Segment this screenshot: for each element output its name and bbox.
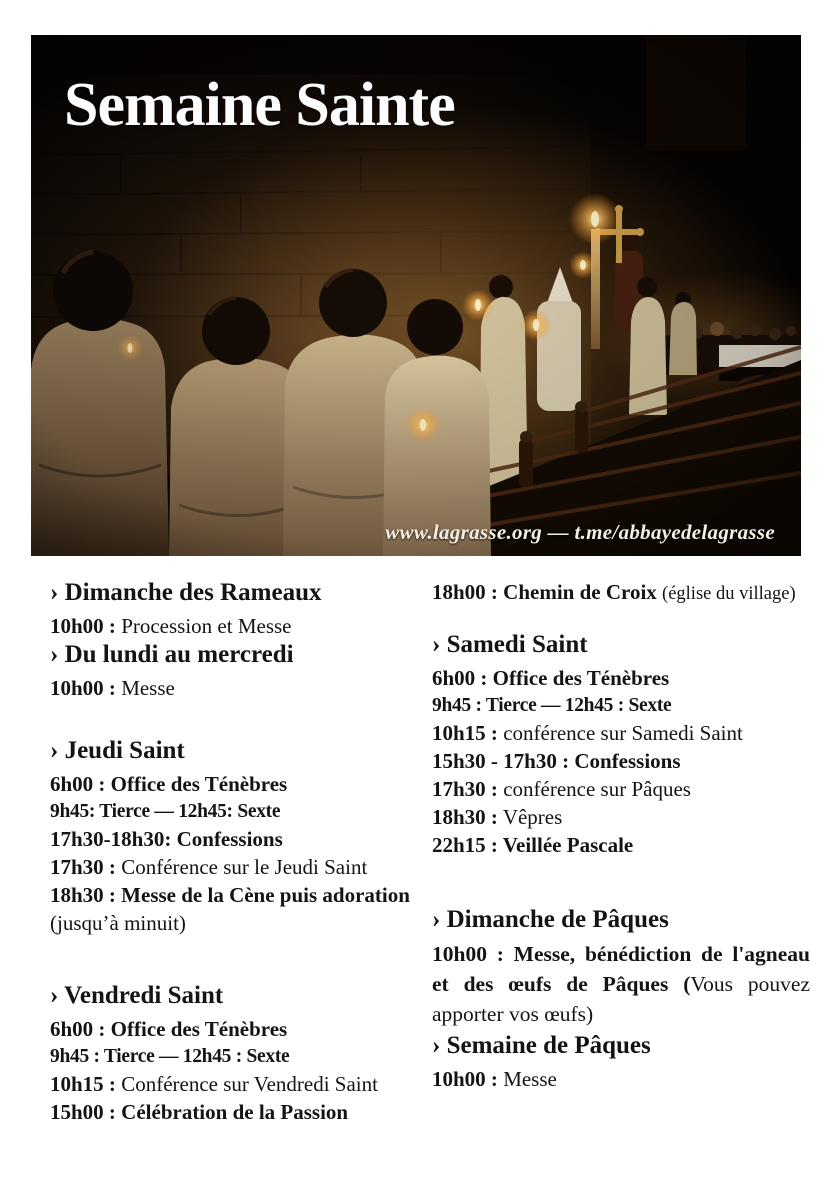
event-line — [432, 692, 810, 719]
procession-photo — [31, 35, 801, 556]
event-desc: Messe — [121, 676, 175, 700]
section-heading-vendredi-saint: › Vendredi Saint — [50, 982, 224, 1009]
event-desc: Procession et Messe — [121, 614, 292, 638]
event-text: 6h00 : Office des Ténèbres — [50, 1017, 288, 1041]
event-time: 10h00 : — [432, 1067, 498, 1091]
event-text: 18h30 : Messe de la Cène puis adoration — [50, 883, 410, 907]
event-line — [50, 853, 422, 881]
section-heading-semaine-paques: › Semaine de Pâques — [432, 1032, 651, 1059]
event-time: 10h00 : — [50, 676, 116, 700]
event-text: 15h00 : Célébration de la Passion — [50, 1100, 349, 1124]
event-note: (église du village) — [662, 584, 796, 604]
open-paren: ( — [683, 972, 691, 996]
event-line — [50, 881, 422, 937]
schedule — [50, 578, 810, 1126]
event-line — [50, 1070, 422, 1098]
event-text: 15h30 - 17h30 : Confessions — [432, 749, 681, 773]
event-text: 10h00 : Messe, bénédiction de l'agneau et des œufs de Pâques — [432, 942, 810, 996]
schedule-column-right — [432, 578, 810, 1126]
event-line — [50, 798, 422, 825]
section-heading-rameaux: › Dimanche des Rameaux — [50, 579, 322, 606]
event-line — [432, 664, 810, 692]
section-heading-jeudi-saint: › Jeudi Saint — [50, 737, 185, 764]
event-text: 9h45: Tierce — 12h45: Sexte — [50, 801, 281, 822]
event-line — [432, 719, 810, 747]
event-note: (jusqu’à minuit) — [50, 911, 186, 935]
event-text: 9h45 : Tierce — 12h45 : Sexte — [432, 695, 672, 716]
event-time: 17h30 : — [50, 855, 116, 879]
event-desc: conférence sur Pâques — [503, 777, 691, 801]
event-line — [432, 803, 810, 831]
section-heading-lundi-mercredi: › Du lundi au mercredi — [50, 641, 294, 668]
event-desc: Conférence sur le Jeudi Saint — [121, 855, 368, 879]
event-line — [50, 770, 422, 798]
event-line — [432, 747, 810, 775]
event-paragraph — [432, 939, 810, 1029]
event-text: 9h45 : Tierce — 12h45 : Sexte — [50, 1046, 290, 1067]
event-line — [432, 1065, 810, 1093]
event-time: 10h15 : — [432, 721, 498, 745]
event-text: 6h00 : Office des Ténèbres — [50, 772, 288, 796]
event-line — [50, 1015, 422, 1043]
event-time: 18h30 : — [432, 805, 498, 829]
event-time: 10h15 : — [50, 1072, 116, 1096]
event-line — [50, 825, 422, 853]
event-note: Vous pouvez apporter vos œufs) — [432, 972, 810, 1026]
event-time: 17h30 : — [432, 777, 498, 801]
event-line — [432, 578, 810, 608]
event-line — [432, 775, 810, 803]
event-desc: conférence sur Samedi Saint — [503, 721, 743, 745]
website-watermark: www.lagrasse.org — t.me/abbayedelagrasse — [385, 520, 775, 544]
event-desc: Conférence sur Vendredi Saint — [121, 1072, 378, 1096]
schedule-column-left — [50, 578, 422, 1126]
section-heading-dimanche-paques: › Dimanche de Pâques — [432, 906, 669, 933]
event-text: 18h00 : Chemin de Croix — [432, 580, 657, 604]
event-line — [50, 674, 422, 702]
event-desc: Vêpres — [502, 805, 563, 829]
event-line — [432, 831, 810, 859]
poster-title: Semaine Sainte — [64, 71, 455, 139]
event-line — [50, 1043, 422, 1070]
event-line — [50, 612, 422, 640]
event-line — [50, 1098, 422, 1126]
event-text: 17h30-18h30: Confessions — [50, 827, 283, 851]
event-text: 22h15 : Veillée Pascale — [432, 833, 634, 857]
event-desc: Messe — [503, 1067, 557, 1091]
event-text: 6h00 : Office des Ténèbres — [432, 666, 670, 690]
event-time: 10h00 : — [50, 614, 116, 638]
section-heading-samedi-saint: › Samedi Saint — [432, 631, 588, 658]
